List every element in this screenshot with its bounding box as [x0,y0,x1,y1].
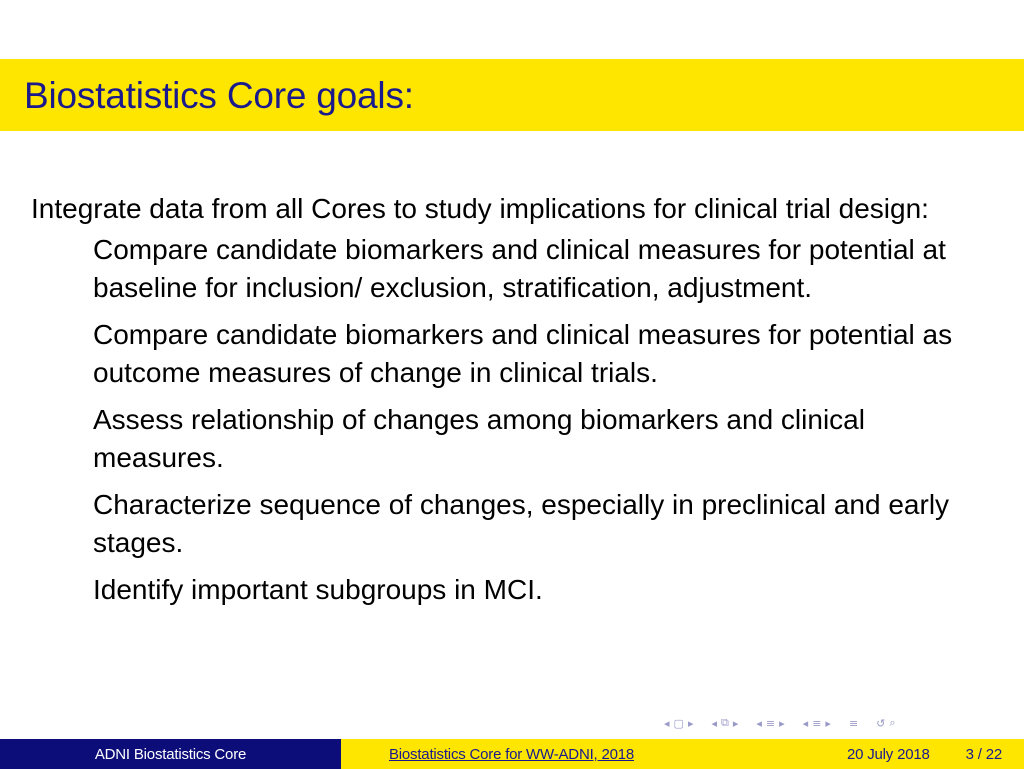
footer-date: 20 July 2018 [846,745,930,763]
next-slide-icon[interactable]: ▸ [687,716,694,730]
next-subsection-icon[interactable]: ▸ [825,716,831,730]
footer-author-text: ADNI Biostatistics Core [94,745,247,763]
footer-title-link[interactable]: Biostatistics Core for WW-ADNI, 2018 [388,745,635,763]
list-item: Compare candidate biomarkers and clinical measures for potential as outcome measures of change in clinical trials. [93,319,953,388]
footer-title [341,739,682,769]
footer-meta [682,739,1024,769]
list-item: Characterize sequence of changes, especially in preclinical and early stages. [93,489,950,558]
slide-title: Biostatistics Core goals: [24,75,414,116]
subsection-icon[interactable]: ≡ [812,716,822,730]
footer-author [0,739,341,769]
next-frame-icon[interactable]: ▸ [732,716,739,730]
align-icon[interactable]: ≡ [848,716,859,730]
slide-icon[interactable]: ▢ [673,716,684,730]
page-number: 3 / 22 [965,745,1002,763]
search-icon[interactable]: ⌕ [889,716,896,729]
title-bar [0,59,1024,131]
footer [0,739,1024,769]
bullet-list [31,231,1001,609]
list-item: Assess relationship of changes among biomarkers and clinical measures. [93,404,865,473]
prev-section-icon[interactable]: ◂ [756,716,762,730]
section-icon[interactable]: ≡ [765,716,776,730]
prev-slide-icon[interactable]: ◂ [664,716,670,730]
prev-frame-icon[interactable]: ◂ [711,716,717,730]
prev-subsection-icon[interactable]: ◂ [802,716,809,730]
frame-icon[interactable]: ⧉ [721,716,729,729]
slide-content [31,190,1001,618]
list-item: Identify important subgroups in MCI. [93,574,543,605]
list-item: Compare candidate biomarkers and clinical measures for potential at baseline for inclusion/ exclusion, stratification, adjustment. [93,234,946,303]
beamer-nav-bar [664,713,896,733]
next-section-icon[interactable]: ▸ [779,716,785,730]
intro-text: Integrate data from all Cores to study implications for clinical trial design: [31,193,929,224]
back-icon[interactable]: ↺ [876,716,886,730]
